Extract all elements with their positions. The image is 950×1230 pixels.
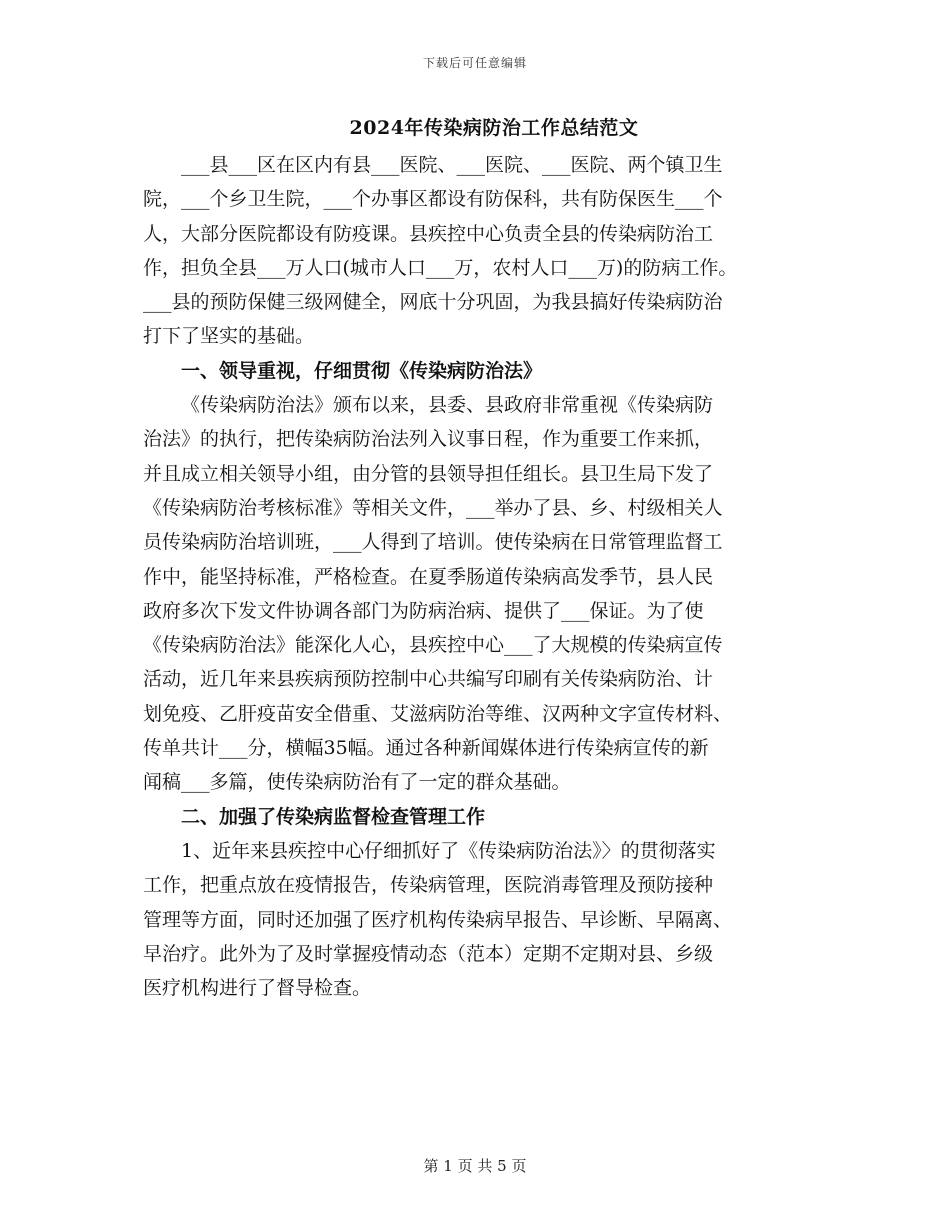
body-line: 《传染病防治法》颁布以来，县委、县政府非常重视《传染病防 [181,394,714,417]
body-line: 划免疫、乙肝疫苗安全借重、艾滋病防治等维、汉两种文字宣传材料、 [143,702,733,725]
body-line: ___县___区在区内有县___医院、___医院、___医院、两个镇卫生 [181,154,723,176]
body-line: 传单共计___分，横幅35幅。通过各种新闻媒体进行传染病宣传的新 [143,737,709,760]
body-line: 院，___个乡卫生院，___个办事区都设有防保科，共有防保医生___个 [143,188,723,211]
body-line: 打下了坚实的基础。 [143,325,315,348]
body-line: 工作，把重点放在疫情报告，传染病管理，医院消毒管理及预防接种 [143,874,714,897]
document-title: 2024年传染病防治工作总结范文 [349,117,639,139]
body-line: 作，担负全县___万人口(城市人口___万，农村人口___万)的防病工作。 [143,256,738,279]
section-heading: 二、加强了传染病监督检查管理工作 [181,805,486,828]
body-line: 并且成立相关领导小组，由分管的县领导担任组长。县卫生局下发了 [143,462,714,485]
body-line: 早治疗。此外为了及时掌握疫情动态（范本）定期不定期对县、乡级 [143,942,714,965]
page-number: 第 1 页 共 5 页 [423,1157,527,1175]
body-line: 活动，近几年来县疾病预防控制中心共编写印刷有关传染病防治、计 [143,668,714,691]
body-line: 员传染病防治培训班，___人得到了培训。使传染病在日常管理监督工 [143,531,723,554]
section-heading: 一、领导重视，仔细贯彻《传染病防治法》 [181,359,543,382]
body-line: 闻稿___多篇，使传染病防治有了一定的群众基础。 [143,771,571,794]
body-line: 《传染病防治法》能深化人心，县疾控中心___了大规模的传染病宣传 [143,634,723,657]
body-line: 管理等方面，同时还加强了医疗机构传染病早报告、早诊断、早隔离、 [143,908,733,931]
body-line: 政府多次下发文件协调各部门为防病治病、提供了___保证。为了使 [143,599,704,622]
body-line: 1、近年来县疾控中心仔细抓好了《传染病防治法》〉的贯彻落实 [181,839,716,862]
body-line: 医疗机构进行了督导检查。 [143,977,372,1000]
body-line: ___县的预防保健三级网健全，网底十分巩固，为我县搞好传染病防治 [143,291,723,314]
body-line: 人，大部分医院都设有防疫课。县疾控中心负责全县的传染病防治工 [143,222,714,245]
page-header-note: 下载后可任意编辑 [422,56,527,70]
body-line: 作中，能坚持标准，严格检查。在夏季肠道传染病高发季节，县人民 [143,565,714,588]
document-body [143,148,815,1005]
body-line: 治法》的执行，把传染病防治法列入议事日程，作为重要工作来抓， [143,428,714,451]
body-line: 《传染病防治考核标准》等相关文件，___举办了县、乡、村级相关人 [143,496,723,519]
